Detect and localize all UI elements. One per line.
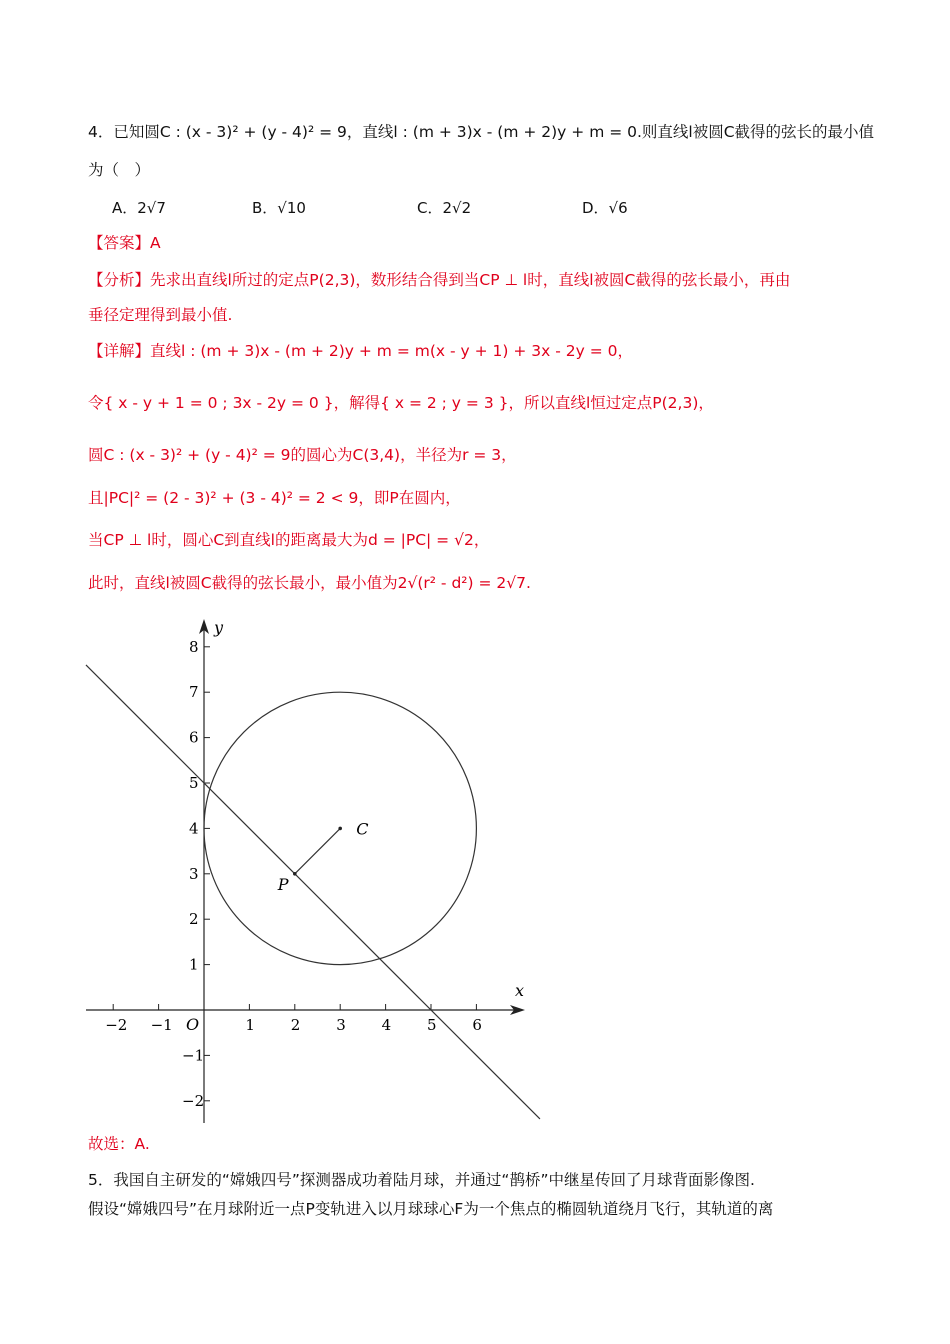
problem4-stem-line2: 为（ ） [88, 161, 151, 179]
detail-line5: 当CP ⊥ l时，圆心C到直线l的距离最大为d = |PC| = √2， [88, 531, 490, 549]
y-tick-label: 4 [189, 819, 199, 838]
detail-line3: 圆C : (x - 3)² + (y - 4)² = 9的圆心为C(3,4)，半径为r = 3， [88, 446, 517, 464]
axes [86, 619, 525, 1123]
y-tick-label: 8 [189, 637, 199, 656]
y-tick-label: 2 [189, 910, 199, 929]
y-tick-label: 7 [189, 683, 199, 702]
x-tick-label: 5 [427, 1016, 437, 1034]
center-label: C [356, 819, 369, 839]
detail-line2: 令{ x - y + 1 = 0 ; 3x - 2y = 0 }，解得{ x = 2 ; y = 3 }，所以直线l恒过定点P(2,3)， [88, 394, 714, 412]
answer: 【答案】A [88, 234, 161, 252]
point-p [293, 872, 297, 876]
y-tick-label: 6 [189, 728, 199, 747]
analysis-line1: 【分析】先求出直线l所过的定点P(2,3)，数形结合得到当CP ⊥ l时，直线l被圆C截得的弦长最小，再由 [88, 271, 791, 289]
option-a: A．2√7 [112, 199, 166, 217]
option-d: D．√6 [582, 199, 628, 217]
x-tick-label: 4 [381, 1016, 392, 1034]
problem5-line2: 假设“嫦娥四号”在月球附近一点P变轨进入以月球球心F为一个焦点的椭圆轨道绕月飞行，其轨道的离 [88, 1200, 774, 1218]
y-tick-label: −2 [182, 1091, 205, 1110]
detail-line4: 且|PC|² = (2 - 3)² + (3 - 4)² = 2 < 9，即P在圆内， [88, 489, 461, 507]
x-tick-label: −1 [150, 1016, 173, 1034]
coordinate-figure [80, 615, 550, 1130]
detail-line1: 【详解】直线l : (m + 3)x - (m + 2)y + m = m(x - y + 1) + 3x - 2y = 0， [88, 342, 633, 360]
y-tick-label: −1 [182, 1046, 205, 1065]
figure-shapes [86, 665, 540, 1119]
problem4-stem-line1: 4．已知圆C : (x - 3)² + (y - 4)² = 9，直线l : (m + 3)x - (m + 2)y + m = 0.则直线l被圆C截得的弦长的最小值 [88, 123, 875, 141]
y-tick-label: 5 [189, 774, 199, 792]
x-axis-label: x [515, 981, 525, 1000]
x-tick-label: 2 [290, 1016, 301, 1034]
option-c: C．2√2 [417, 199, 472, 217]
x-tick-label: 3 [336, 1016, 346, 1034]
line-l [86, 665, 540, 1119]
x-tick-label: 1 [245, 1016, 255, 1034]
center-point [338, 827, 342, 831]
detail-line6: 此时，直线l被圆C截得的弦长最小，最小值为2√(r² - d²) = 2√7. [88, 574, 531, 592]
x-tick-label: 6 [472, 1016, 482, 1034]
problem5-line1: 5．我国自主研发的“嫦娥四号”探测器成功着陆月球，并通过“鹊桥”中继星传回了月球背面影像图. [88, 1171, 755, 1189]
y-tick-label: 1 [189, 955, 199, 974]
point-label: P [277, 874, 289, 894]
segment-cp [295, 828, 340, 873]
x-tick-label: −2 [105, 1016, 128, 1034]
conclusion: 故选：A. [88, 1135, 150, 1153]
analysis-line2: 垂径定理得到最小值. [88, 306, 233, 324]
origin-label: O [186, 1015, 200, 1034]
option-b: B．√10 [252, 199, 306, 217]
y-tick-label: 3 [189, 864, 199, 883]
y-axis-label: y [214, 618, 224, 637]
